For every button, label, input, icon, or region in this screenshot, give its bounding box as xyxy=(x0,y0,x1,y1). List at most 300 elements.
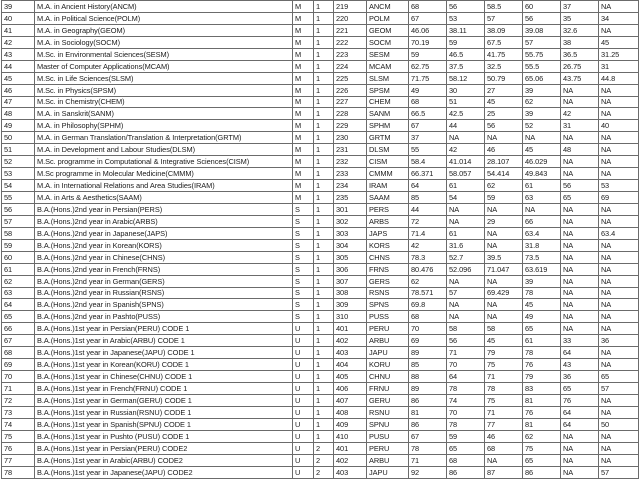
cell-name: B.A.(Hons.)1st year in Pushto (PUSU) CODE 1 xyxy=(35,430,293,442)
cell-v6: NA xyxy=(599,1,639,13)
cell-v2: 70 xyxy=(447,406,485,418)
cell-name: B.A.(Hons.)1st year in Persian(PERU) CODE 1 xyxy=(35,323,293,335)
cell-v5: NA xyxy=(561,215,599,227)
cell-year: 1 xyxy=(314,299,334,311)
cell-abbr: CMMM xyxy=(367,168,409,180)
cell-code: 308 xyxy=(334,287,367,299)
cell-v4: 73.5 xyxy=(523,251,561,263)
cell-code: 231 xyxy=(334,144,367,156)
cell-code: 222 xyxy=(334,36,367,48)
cell-level: U xyxy=(293,430,314,442)
cell-v3: 68 xyxy=(485,442,523,454)
cell-sno: 73 xyxy=(2,406,35,418)
programme-cutoff-table xyxy=(1,0,639,479)
cell-v6: NA xyxy=(599,215,639,227)
cell-abbr: FRNU xyxy=(367,383,409,395)
cell-abbr: MCAM xyxy=(367,60,409,72)
cell-sno: 54 xyxy=(2,180,35,192)
cell-v5: 42 xyxy=(561,108,599,120)
cell-v1: 68 xyxy=(409,1,447,13)
cell-v2: 56 xyxy=(447,335,485,347)
table-row xyxy=(2,168,639,180)
cell-abbr: SLSM xyxy=(367,72,409,84)
cell-code: 301 xyxy=(334,203,367,215)
cell-level: M xyxy=(293,48,314,60)
cell-year: 1 xyxy=(314,144,334,156)
cell-level: M xyxy=(293,180,314,192)
cell-abbr: PERU xyxy=(367,323,409,335)
cell-level: U xyxy=(293,359,314,371)
cell-level: S xyxy=(293,275,314,287)
cell-year: 1 xyxy=(314,215,334,227)
cell-code: 410 xyxy=(334,430,367,442)
cell-level: U xyxy=(293,466,314,478)
cell-year: 1 xyxy=(314,60,334,72)
cell-v4: 66 xyxy=(523,215,561,227)
cell-code: 401 xyxy=(334,442,367,454)
cell-v5: 64 xyxy=(561,418,599,430)
cell-v2: 68 xyxy=(447,454,485,466)
cell-v1: 42 xyxy=(409,239,447,251)
cell-abbr: SPNU xyxy=(367,418,409,430)
cell-name: M.Sc. in Life Sciences(SLSM) xyxy=(35,72,293,84)
cell-v3: 38.09 xyxy=(485,24,523,36)
cell-name: B.A.(Hons.)2nd year in French(FRNS) xyxy=(35,263,293,275)
cell-v1: 89 xyxy=(409,383,447,395)
cell-v2: 51 xyxy=(447,96,485,108)
cell-v2: 70 xyxy=(447,359,485,371)
cell-level: U xyxy=(293,454,314,466)
cell-v6: 44.8 xyxy=(599,72,639,84)
cell-v5: 37 xyxy=(561,1,599,13)
cell-v3: 87 xyxy=(485,466,523,478)
cell-v3: 69.429 xyxy=(485,287,523,299)
cell-year: 1 xyxy=(314,383,334,395)
cell-year: 1 xyxy=(314,24,334,36)
cell-code: 229 xyxy=(334,120,367,132)
cell-level: M xyxy=(293,84,314,96)
cell-abbr: JAPS xyxy=(367,227,409,239)
table-row xyxy=(2,1,639,13)
cell-v5: NA xyxy=(561,239,599,251)
cell-v4: 63.619 xyxy=(523,263,561,275)
table-row xyxy=(2,335,639,347)
cell-v4: 83 xyxy=(523,383,561,395)
table-row xyxy=(2,215,639,227)
cell-v6: NA xyxy=(599,359,639,371)
cell-v1: 64 xyxy=(409,180,447,192)
cell-v4: 81 xyxy=(523,394,561,406)
cell-v1: 86 xyxy=(409,418,447,430)
table-row xyxy=(2,96,639,108)
table-row xyxy=(2,144,639,156)
cell-v6: NA xyxy=(599,430,639,442)
cell-level: S xyxy=(293,251,314,263)
cell-v6: 31.25 xyxy=(599,48,639,60)
table-row xyxy=(2,251,639,263)
cell-level: U xyxy=(293,323,314,335)
cell-v3: 71 xyxy=(485,406,523,418)
cell-v6: 57 xyxy=(599,466,639,478)
cell-level: M xyxy=(293,96,314,108)
cell-abbr: IRAM xyxy=(367,180,409,192)
cell-code: 224 xyxy=(334,60,367,72)
cell-v1: 70.19 xyxy=(409,36,447,48)
cell-year: 1 xyxy=(314,12,334,24)
cell-v2: 58 xyxy=(447,323,485,335)
table-row xyxy=(2,442,639,454)
cell-sno: 76 xyxy=(2,442,35,454)
cell-sno: 59 xyxy=(2,239,35,251)
cell-v2: 78 xyxy=(447,383,485,395)
cell-v3: 77 xyxy=(485,418,523,430)
cell-v2: 65 xyxy=(447,442,485,454)
cell-v1: 59 xyxy=(409,48,447,60)
cell-v6: NA xyxy=(599,132,639,144)
cell-v2: NA xyxy=(447,299,485,311)
cell-year: 1 xyxy=(314,168,334,180)
cell-name: M.A. in Ancient History(ANCM) xyxy=(35,1,293,13)
cell-year: 1 xyxy=(314,406,334,418)
cell-v2: 56 xyxy=(447,1,485,13)
cell-v5: NA xyxy=(561,227,599,239)
cell-name: B.A.(Hons.)1st year in Russian(RSNU) CODE 1 xyxy=(35,406,293,418)
cell-v2: NA xyxy=(447,203,485,215)
cell-v6: 45 xyxy=(599,36,639,48)
cell-year: 2 xyxy=(314,454,334,466)
cell-v3: 46 xyxy=(485,144,523,156)
cell-v5: 48 xyxy=(561,144,599,156)
table-row xyxy=(2,239,639,251)
cell-level: U xyxy=(293,418,314,430)
table-row xyxy=(2,466,639,478)
cell-name: B.A.(Hons.)2nd year in Pashto(PUSS) xyxy=(35,311,293,323)
cell-v4: NA xyxy=(523,132,561,144)
cell-v4: 62 xyxy=(523,430,561,442)
cell-v6: NA xyxy=(599,347,639,359)
cell-v3: 32.5 xyxy=(485,60,523,72)
cell-v3: NA xyxy=(485,239,523,251)
cell-sno: 72 xyxy=(2,394,35,406)
cell-abbr: SOCM xyxy=(367,36,409,48)
cell-v3: 41.75 xyxy=(485,48,523,60)
cell-abbr: KORS xyxy=(367,239,409,251)
cell-v6: NA xyxy=(599,442,639,454)
cell-year: 1 xyxy=(314,36,334,48)
cell-sno: 60 xyxy=(2,251,35,263)
cell-name: B.A.(Hons.)1st year in Korean(KORU) CODE 1 xyxy=(35,359,293,371)
cell-v6: NA xyxy=(599,394,639,406)
cell-v6: NA xyxy=(599,24,639,36)
cell-sno: 45 xyxy=(2,72,35,84)
cell-year: 1 xyxy=(314,359,334,371)
cell-v2: 54 xyxy=(447,192,485,204)
cell-code: 406 xyxy=(334,383,367,395)
cell-level: U xyxy=(293,347,314,359)
cell-v6: 36 xyxy=(599,335,639,347)
cell-v2: NA xyxy=(447,311,485,323)
cell-name: M.A. in German Translation/Translation & Interpretation(GRTM) xyxy=(35,132,293,144)
table-row xyxy=(2,156,639,168)
cell-v6: NA xyxy=(599,287,639,299)
cell-v3: 57 xyxy=(485,12,523,24)
cell-level: U xyxy=(293,371,314,383)
cell-v3: 25 xyxy=(485,108,523,120)
cell-v2: 58.057 xyxy=(447,168,485,180)
cell-abbr: GEOM xyxy=(367,24,409,36)
table-row xyxy=(2,60,639,72)
cell-code: 227 xyxy=(334,96,367,108)
cell-v4: 52 xyxy=(523,120,561,132)
cell-level: M xyxy=(293,132,314,144)
cell-abbr: PUSU xyxy=(367,430,409,442)
cell-abbr: PERS xyxy=(367,203,409,215)
cell-v3: NA xyxy=(485,227,523,239)
cell-name: M.A. in Sanskrit(SANM) xyxy=(35,108,293,120)
cell-abbr: POLM xyxy=(367,12,409,24)
cell-v2: 42.5 xyxy=(447,108,485,120)
cell-sno: 70 xyxy=(2,371,35,383)
cell-v6: 31 xyxy=(599,60,639,72)
table-row xyxy=(2,203,639,215)
cell-v2: 59 xyxy=(447,430,485,442)
cell-v5: NA xyxy=(561,287,599,299)
cell-v1: 72 xyxy=(409,215,447,227)
cell-sno: 66 xyxy=(2,323,35,335)
cell-v4: 61 xyxy=(523,335,561,347)
cell-v2: 41.014 xyxy=(447,156,485,168)
cell-v5: 64 xyxy=(561,406,599,418)
cell-year: 1 xyxy=(314,1,334,13)
cell-abbr: GERS xyxy=(367,275,409,287)
cell-name: M.A. in Geography(GEOM) xyxy=(35,24,293,36)
cell-v6: NA xyxy=(599,168,639,180)
cell-abbr: JAPU xyxy=(367,466,409,478)
cell-name: B.A.(Hons.)1st year in French(FRNU) CODE 1 xyxy=(35,383,293,395)
cell-v4: 39 xyxy=(523,84,561,96)
cell-v5: NA xyxy=(561,442,599,454)
cell-v4: 39 xyxy=(523,108,561,120)
cell-v3: 27 xyxy=(485,84,523,96)
cell-sno: 58 xyxy=(2,227,35,239)
cell-v3: 79 xyxy=(485,347,523,359)
cell-v4: 39.08 xyxy=(523,24,561,36)
cell-code: 226 xyxy=(334,84,367,96)
cell-v1: 80.476 xyxy=(409,263,447,275)
cell-sno: 39 xyxy=(2,1,35,13)
cell-name: M.A. in Philosophy(SPHM) xyxy=(35,120,293,132)
table-row xyxy=(2,263,639,275)
cell-year: 1 xyxy=(314,418,334,430)
cell-name: B.A.(Hons.)1st year in Japanese(JAPU) CODE 1 xyxy=(35,347,293,359)
cell-level: M xyxy=(293,108,314,120)
table-row xyxy=(2,84,639,96)
cell-v1: 78.571 xyxy=(409,287,447,299)
cell-v4: 63.4 xyxy=(523,227,561,239)
cell-v6: NA xyxy=(599,251,639,263)
table-body xyxy=(2,1,639,479)
table-row xyxy=(2,132,639,144)
cell-code: 309 xyxy=(334,299,367,311)
table-row xyxy=(2,454,639,466)
cell-name: M.Sc. in Chemistry(CHEM) xyxy=(35,96,293,108)
cell-year: 1 xyxy=(314,347,334,359)
cell-v6: NA xyxy=(599,144,639,156)
cell-abbr: ARBU xyxy=(367,454,409,466)
cell-code: 407 xyxy=(334,394,367,406)
cell-v2: 86 xyxy=(447,466,485,478)
cell-name: B.A.(Hons.)1st year in Japanese(JAPU) CODE2 xyxy=(35,466,293,478)
cell-sno: 74 xyxy=(2,418,35,430)
cell-sno: 64 xyxy=(2,299,35,311)
cell-level: U xyxy=(293,394,314,406)
cell-v2: 44 xyxy=(447,120,485,132)
cell-v1: 71 xyxy=(409,454,447,466)
cell-level: S xyxy=(293,287,314,299)
cell-code: 402 xyxy=(334,335,367,347)
table-row xyxy=(2,406,639,418)
cell-v5: NA xyxy=(561,430,599,442)
table-row xyxy=(2,24,639,36)
table-row xyxy=(2,394,639,406)
cell-v4: 55.75 xyxy=(523,48,561,60)
table-row xyxy=(2,299,639,311)
cell-v4: 55.5 xyxy=(523,60,561,72)
cell-code: 219 xyxy=(334,1,367,13)
cell-v5: NA xyxy=(561,96,599,108)
cell-v1: 68 xyxy=(409,311,447,323)
cell-v1: 67 xyxy=(409,120,447,132)
cell-code: 403 xyxy=(334,347,367,359)
cell-v5: 36.5 xyxy=(561,48,599,60)
cell-sno: 53 xyxy=(2,168,35,180)
cell-sno: 68 xyxy=(2,347,35,359)
cell-code: 306 xyxy=(334,263,367,275)
cell-name: B.A.(Hons.)2nd year in Russian(RSNS) xyxy=(35,287,293,299)
cell-v6: 50 xyxy=(599,418,639,430)
table-row xyxy=(2,371,639,383)
cell-level: U xyxy=(293,442,314,454)
cell-code: 233 xyxy=(334,168,367,180)
cell-code: 409 xyxy=(334,418,367,430)
cell-level: M xyxy=(293,144,314,156)
cell-abbr: SESM xyxy=(367,48,409,60)
cell-v6: 40 xyxy=(599,120,639,132)
cell-sno: 63 xyxy=(2,287,35,299)
cell-v4: 78 xyxy=(523,347,561,359)
cell-v1: 62 xyxy=(409,275,447,287)
cell-abbr: SANM xyxy=(367,108,409,120)
cell-v5: 65 xyxy=(561,192,599,204)
cell-v4: 62 xyxy=(523,96,561,108)
cell-level: S xyxy=(293,263,314,275)
cell-name: B.A.(Hons.)2nd year in Spanish(SPNS) xyxy=(35,299,293,311)
cell-v5: NA xyxy=(561,251,599,263)
cell-v5: NA xyxy=(561,84,599,96)
table-row xyxy=(2,192,639,204)
cell-level: M xyxy=(293,192,314,204)
cell-v3: NA xyxy=(485,299,523,311)
cell-v1: 66.371 xyxy=(409,168,447,180)
cell-v1: 85 xyxy=(409,359,447,371)
cell-year: 1 xyxy=(314,96,334,108)
cell-sno: 44 xyxy=(2,60,35,72)
cell-v1: 71.75 xyxy=(409,72,447,84)
cell-v6: 53 xyxy=(599,180,639,192)
cell-name: B.A.(Hons.)1st year in German(GERU) CODE 1 xyxy=(35,394,293,406)
cell-code: 405 xyxy=(334,371,367,383)
cell-abbr: GRTM xyxy=(367,132,409,144)
cell-year: 1 xyxy=(314,275,334,287)
cell-code: 223 xyxy=(334,48,367,60)
cell-sno: 51 xyxy=(2,144,35,156)
cell-v4: 81 xyxy=(523,418,561,430)
cell-v6: NA xyxy=(599,203,639,215)
cell-abbr: FRNS xyxy=(367,263,409,275)
cell-v6: NA xyxy=(599,263,639,275)
cell-sno: 55 xyxy=(2,192,35,204)
cell-v4: 65 xyxy=(523,454,561,466)
cell-v2: 64 xyxy=(447,371,485,383)
cell-abbr: DLSM xyxy=(367,144,409,156)
cell-name: B.A.(Hons.)2nd year in Chinese(CHNS) xyxy=(35,251,293,263)
table-row xyxy=(2,323,639,335)
cell-sno: 56 xyxy=(2,203,35,215)
cell-abbr: ARBU xyxy=(367,335,409,347)
cell-v5: NA xyxy=(561,168,599,180)
cell-code: 225 xyxy=(334,72,367,84)
cell-v6: NA xyxy=(599,406,639,418)
cell-name: B.A.(Hons.)1st year in Spanish(SPNU) CODE 1 xyxy=(35,418,293,430)
cell-v1: 88 xyxy=(409,371,447,383)
cell-sno: 46 xyxy=(2,84,35,96)
cell-v3: 71 xyxy=(485,371,523,383)
cell-sno: 42 xyxy=(2,36,35,48)
cell-v5: 35 xyxy=(561,12,599,24)
cell-abbr: SPNS xyxy=(367,299,409,311)
cell-v6: NA xyxy=(599,311,639,323)
cell-v2: 71 xyxy=(447,347,485,359)
cell-sno: 47 xyxy=(2,96,35,108)
cell-code: 401 xyxy=(334,323,367,335)
cell-v4: 39 xyxy=(523,275,561,287)
cell-v5: NA xyxy=(561,156,599,168)
cell-code: 403 xyxy=(334,466,367,478)
table-row xyxy=(2,108,639,120)
cell-v1: 85 xyxy=(409,192,447,204)
cell-year: 1 xyxy=(314,263,334,275)
cell-abbr: CHEM xyxy=(367,96,409,108)
table-row xyxy=(2,48,639,60)
cell-v3: 39.5 xyxy=(485,251,523,263)
cell-v5: 32.6 xyxy=(561,24,599,36)
cell-year: 1 xyxy=(314,430,334,442)
cell-year: 1 xyxy=(314,323,334,335)
cell-v5: NA xyxy=(561,275,599,287)
table-row xyxy=(2,311,639,323)
cell-abbr: PUSS xyxy=(367,311,409,323)
cell-name: M.A. in Political Science(POLM) xyxy=(35,12,293,24)
cell-year: 1 xyxy=(314,287,334,299)
cell-year: 1 xyxy=(314,335,334,347)
cell-v6: NA xyxy=(599,275,639,287)
cell-v5: 38 xyxy=(561,36,599,48)
cell-v4: 57 xyxy=(523,36,561,48)
cell-v3: NA xyxy=(485,275,523,287)
cell-level: S xyxy=(293,215,314,227)
cell-name: B.A.(Hons.)1st year in Arabic(ARBU) CODE2 xyxy=(35,454,293,466)
cell-level: M xyxy=(293,60,314,72)
